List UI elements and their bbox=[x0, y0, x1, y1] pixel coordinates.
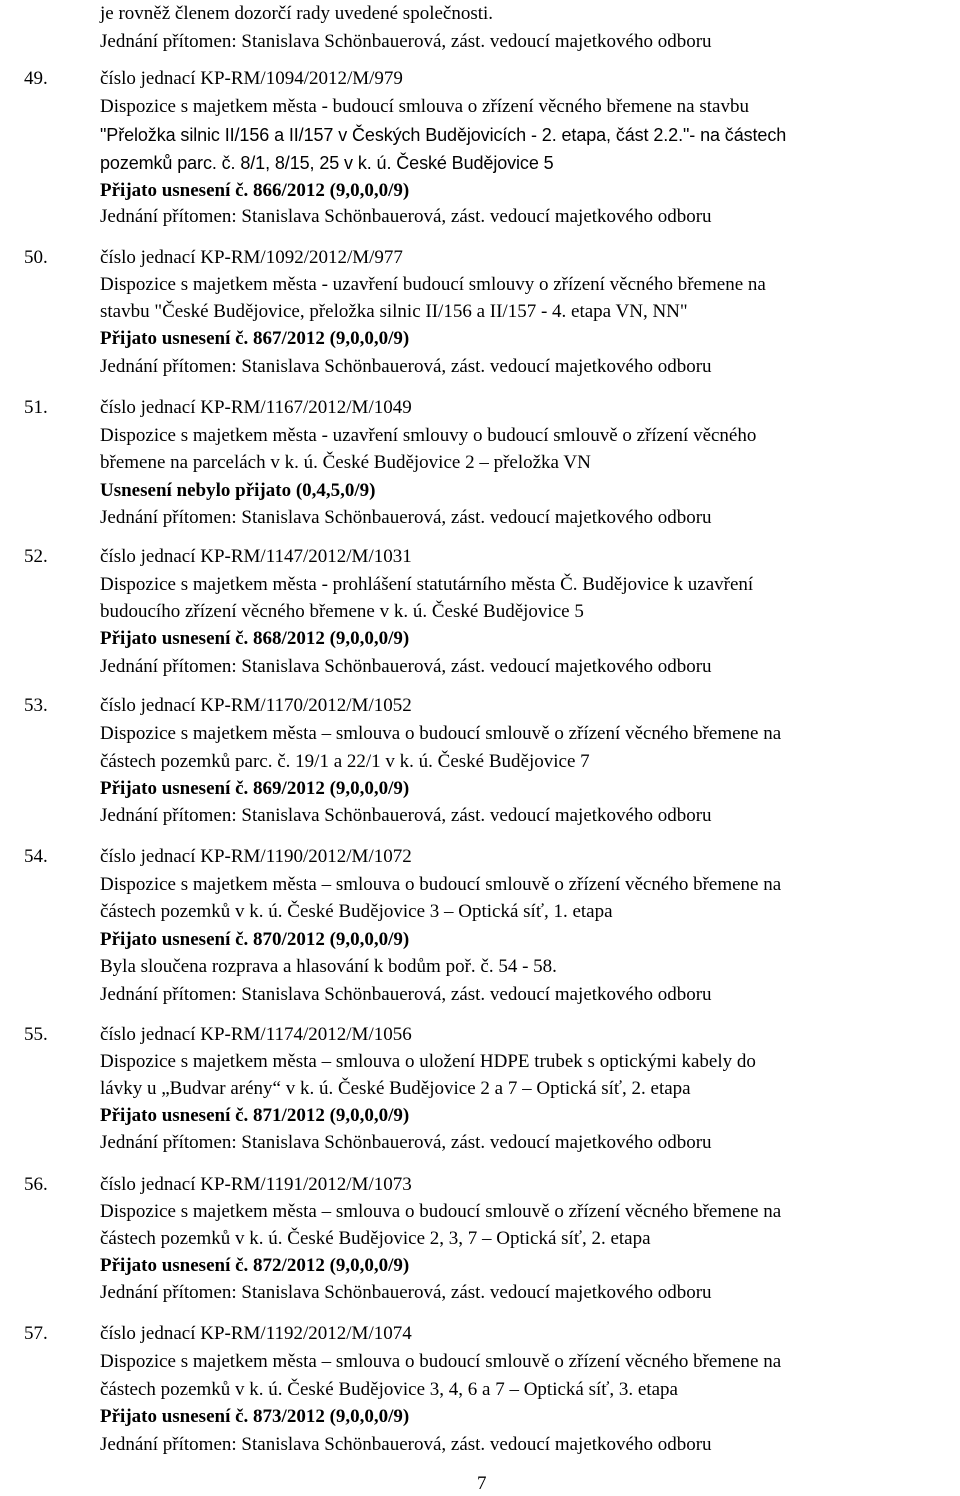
item-present-line: Jednání přítomen: Stanislava Schönbauerová, zást. vedoucí majetkového odboru bbox=[100, 984, 712, 1005]
item-number: 53. bbox=[24, 695, 48, 716]
item-number: 51. bbox=[24, 397, 48, 418]
item-reference: číslo jednací KP-RM/1170/2012/M/1052 bbox=[100, 695, 412, 716]
intro-text: je rovněž členem dozorčí rady uvedené společnosti. bbox=[100, 3, 494, 24]
item-resolution: Přijato usnesení č. 869/2012 (9,0,0,0/9) bbox=[100, 778, 410, 799]
item-description: Dispozice s majetkem města – smlouva o budoucí smlouvě o zřízení věcného břemene na bbox=[100, 1201, 782, 1222]
item-present-line: Jednání přítomen: Stanislava Schönbauerová, zást. vedoucí majetkového odboru bbox=[100, 206, 712, 227]
item-reference: číslo jednací KP-RM/1147/2012/M/1031 bbox=[100, 546, 412, 567]
item-number: 49. bbox=[24, 68, 48, 89]
item-reference: číslo jednací KP-RM/1094/2012/M/979 bbox=[100, 68, 403, 89]
item-description: lávky u „Budvar arény“ v k. ú. České Budějovice 2 a 7 – Optická síť, 2. etapa bbox=[100, 1078, 691, 1099]
item-description: Dispozice s majetkem města - uzavření budoucí smlouvy o zřízení věcného břemene na bbox=[100, 274, 766, 295]
item-resolution: Přijato usnesení č. 868/2012 (9,0,0,0/9) bbox=[100, 628, 410, 649]
item-reference: číslo jednací KP-RM/1092/2012/M/977 bbox=[100, 247, 403, 268]
item-description: stavbu "České Budějovice, přeložka silnic II/156 a II/157 - 4. etapa VN, NN" bbox=[100, 301, 688, 322]
item-number: 52. bbox=[24, 546, 48, 567]
page-number: 7 bbox=[477, 1473, 487, 1494]
item-present-line: Jednání přítomen: Stanislava Schönbauerová, zást. vedoucí majetkového odboru bbox=[100, 1434, 712, 1455]
item-number: 55. bbox=[24, 1024, 48, 1045]
item-present-line: Jednání přítomen: Stanislava Schönbauerová, zást. vedoucí majetkového odboru bbox=[100, 805, 712, 826]
item-reference: číslo jednací KP-RM/1191/2012/M/1073 bbox=[100, 1174, 412, 1195]
item-resolution: Přijato usnesení č. 872/2012 (9,0,0,0/9) bbox=[100, 1255, 410, 1276]
item-number: 54. bbox=[24, 846, 48, 867]
item-description: Dispozice s majetkem města – smlouva o uložení HDPE trubek s optickými kabely do bbox=[100, 1051, 756, 1072]
item-description: budoucího zřízení věcného břemene v k. ú. České Budějovice 5 bbox=[100, 601, 584, 622]
item-present-line: Jednání přítomen: Stanislava Schönbauerová, zást. vedoucí majetkového odboru bbox=[100, 507, 712, 528]
item-reference: číslo jednací KP-RM/1192/2012/M/1074 bbox=[100, 1323, 412, 1344]
item-description: částech pozemků v k. ú. České Budějovice 3 – Optická síť, 1. etapa bbox=[100, 901, 613, 922]
item-resolution: Usnesení nebylo přijato (0,4,5,0/9) bbox=[100, 480, 376, 501]
item-description: částech pozemků v k. ú. České Budějovice 3, 4, 6 a 7 – Optická síť, 3. etapa bbox=[100, 1379, 678, 1400]
item-description: Dispozice s majetkem města - prohlášení statutárního města Č. Budějovice k uzavření bbox=[100, 574, 754, 595]
item-description: břemene na parcelách v k. ú. České Budějovice 2 – přeložka VN bbox=[100, 452, 591, 473]
item-reference: číslo jednací KP-RM/1190/2012/M/1072 bbox=[100, 846, 412, 867]
item-present-line: Jednání přítomen: Stanislava Schönbauerová, zást. vedoucí majetkového odboru bbox=[100, 656, 712, 677]
item-resolution: Přijato usnesení č. 866/2012 (9,0,0,0/9) bbox=[100, 180, 410, 201]
item-description: částech pozemků v k. ú. České Budějovice 2, 3, 7 – Optická síť, 2. etapa bbox=[100, 1228, 651, 1249]
item-reference: číslo jednací KP-RM/1167/2012/M/1049 bbox=[100, 397, 412, 418]
item-description: Dispozice s majetkem města - uzavření smlouvy o budoucí smlouvě o zřízení věcného bbox=[100, 425, 757, 446]
item-resolution: Přijato usnesení č. 870/2012 (9,0,0,0/9) bbox=[100, 929, 410, 950]
item-number: 50. bbox=[24, 247, 48, 268]
item-description: Dispozice s majetkem města – smlouva o budoucí smlouvě o zřízení věcného břemene na bbox=[100, 723, 782, 744]
item-description: pozemků parc. č. 8/1, 8/15, 25 v k. ú. České Budějovice 5 bbox=[100, 153, 554, 173]
item-present-line: Jednání přítomen: Stanislava Schönbauerová, zást. vedoucí majetkového odboru bbox=[100, 356, 712, 377]
item-resolution: Přijato usnesení č. 867/2012 (9,0,0,0/9) bbox=[100, 328, 410, 349]
intro-present-line: Jednání přítomen: Stanislava Schönbauerová, zást. vedoucí majetkového odboru bbox=[100, 31, 712, 52]
item-description: Dispozice s majetkem města – smlouva o budoucí smlouvě o zřízení věcného břemene na bbox=[100, 1351, 782, 1372]
item-description: "Přeložka silnic II/156 a II/157 v Českých Budějovicích - 2. etapa, část 2.2."- na částech bbox=[100, 125, 787, 145]
item-note: Byla sloučena rozprava a hlasování k bodům poř. č. 54 - 58. bbox=[100, 956, 557, 977]
item-resolution: Přijato usnesení č. 873/2012 (9,0,0,0/9) bbox=[100, 1406, 410, 1427]
item-description: Dispozice s majetkem města – smlouva o budoucí smlouvě o zřízení věcného břemene na bbox=[100, 874, 782, 895]
item-present-line: Jednání přítomen: Stanislava Schönbauerová, zást. vedoucí majetkového odboru bbox=[100, 1132, 712, 1153]
item-description: částech pozemků parc. č. 19/1 a 22/1 v k. ú. České Budějovice 7 bbox=[100, 751, 590, 772]
item-number: 56. bbox=[24, 1174, 48, 1195]
item-reference: číslo jednací KP-RM/1174/2012/M/1056 bbox=[100, 1024, 412, 1045]
item-resolution: Přijato usnesení č. 871/2012 (9,0,0,0/9) bbox=[100, 1105, 410, 1126]
item-present-line: Jednání přítomen: Stanislava Schönbauerová, zást. vedoucí majetkového odboru bbox=[100, 1282, 712, 1303]
item-description: Dispozice s majetkem města - budoucí smlouva o zřízení věcného břemene na stavbu bbox=[100, 96, 749, 117]
item-number: 57. bbox=[24, 1323, 48, 1344]
